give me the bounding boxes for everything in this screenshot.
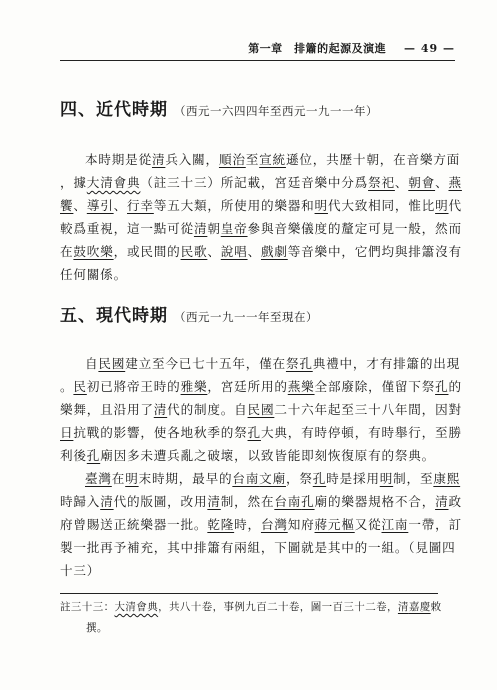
text-run: 廟因多未遭兵亂之破壞，以致皆能即刻恢復原有的祭典。 bbox=[100, 448, 436, 463]
text-run: 政 bbox=[448, 494, 462, 509]
text-line bbox=[60, 490, 462, 513]
text-run: 、 bbox=[73, 198, 87, 213]
book-title: 大清會典 bbox=[114, 601, 159, 613]
text-run: 一帶，訂 bbox=[408, 517, 462, 532]
text-run: 敕 bbox=[430, 601, 442, 613]
underlined-proper-noun: 明 bbox=[314, 198, 328, 213]
underlined-proper-noun: 清 bbox=[100, 494, 114, 509]
section-body-contemporary-period bbox=[60, 352, 462, 582]
underlined-proper-noun: 皇帝 bbox=[220, 221, 248, 236]
footnote-rule bbox=[60, 593, 438, 594]
text-run: 註三十三： bbox=[60, 601, 115, 613]
underlined-proper-noun: 民歌 bbox=[180, 244, 208, 259]
text-run: 建立至今已七十五年，僅在 bbox=[125, 356, 286, 371]
underlined-proper-noun: 蔣元樞 bbox=[314, 517, 355, 532]
text-run: 二十六年起至三十八年間，因對 bbox=[274, 402, 462, 417]
text-run: （註三十三）所記載，宮廷音樂中分爲 bbox=[140, 175, 369, 190]
underlined-proper-noun: 文廟 bbox=[259, 471, 286, 486]
text-run: 製一批再予補充，其中排簫有兩組，下圖就是其中的一組。（見圖四 bbox=[60, 540, 456, 555]
underlined-proper-noun: 乾隆 bbox=[207, 517, 235, 532]
text-run: 、 bbox=[247, 244, 261, 259]
underlined-proper-noun: 台灣 bbox=[260, 517, 288, 532]
text-line bbox=[60, 421, 462, 444]
section-body-modern-period bbox=[60, 148, 462, 286]
text-line bbox=[60, 375, 462, 398]
text-run: 本時期是從 bbox=[85, 152, 152, 167]
text-run: 代的制度。自 bbox=[167, 402, 248, 417]
underlined-proper-noun: 民 bbox=[73, 379, 87, 394]
text-run: 廟的樂器規格不合， bbox=[314, 494, 436, 509]
underlined-proper-noun: 孔 bbox=[247, 425, 261, 440]
text-run: 。 bbox=[60, 379, 74, 394]
underlined-proper-noun: 民國 bbox=[98, 356, 126, 371]
underlined-proper-noun: 雅樂 bbox=[180, 379, 208, 394]
underlined-proper-noun: 孔 bbox=[312, 471, 327, 486]
underlined-proper-noun: 戲劇 bbox=[260, 244, 288, 259]
underlined-proper-noun: 導引 bbox=[86, 198, 114, 213]
text-run: 制，然在 bbox=[220, 494, 275, 509]
underlined-proper-noun: 說唱 bbox=[220, 244, 248, 259]
text-line bbox=[60, 513, 462, 536]
text-run: 代的版圖，改用 bbox=[113, 494, 208, 509]
underlined-proper-noun: 日 bbox=[60, 425, 74, 440]
underlined-proper-noun: 明 bbox=[379, 471, 394, 486]
footnote bbox=[60, 597, 440, 639]
text-line bbox=[60, 171, 462, 194]
text-run: 朝 bbox=[207, 221, 221, 236]
text-line bbox=[60, 217, 462, 240]
section-title: 五、現代時期 bbox=[60, 306, 168, 326]
text-run: 遜位，共歷十朝，在音樂方面 bbox=[285, 152, 461, 167]
chapter-title: 第一章 排簫的起源及演進 bbox=[248, 42, 387, 55]
text-line bbox=[60, 148, 461, 171]
text-run: 知府 bbox=[287, 517, 315, 532]
footnote-line bbox=[60, 601, 442, 613]
text-line bbox=[60, 559, 440, 582]
text-run: ，宮廷所用的 bbox=[207, 379, 288, 394]
text-run: ，共八十卷，事例九百二十卷，圖一百三十二卷， bbox=[158, 601, 398, 613]
text-run: 在 bbox=[60, 244, 74, 259]
underlined-proper-noun: 康熙 bbox=[433, 471, 461, 486]
section-date-range: （西元一九一一年至現在） bbox=[174, 310, 318, 324]
text-run: ，據 bbox=[60, 175, 87, 190]
underlined-proper-noun: 台南 bbox=[274, 494, 302, 509]
underlined-proper-noun: 清 bbox=[397, 601, 409, 613]
text-run: 、 bbox=[207, 244, 221, 259]
text-run: 、 bbox=[394, 175, 409, 190]
text-run: 等五大類，所使用的樂器和 bbox=[153, 198, 315, 213]
underlined-proper-noun: 清 bbox=[153, 402, 168, 417]
underlined-proper-noun: 祭祀 bbox=[368, 175, 395, 190]
underlined-proper-noun: 燕樂 bbox=[287, 379, 315, 394]
underlined-proper-noun: 清 bbox=[151, 152, 166, 167]
text-run: 時歸入 bbox=[60, 494, 101, 509]
text-run: ，或民間的 bbox=[113, 244, 181, 259]
underlined-proper-noun: 清 bbox=[207, 494, 221, 509]
underlined-proper-noun: 朝會 bbox=[408, 175, 436, 190]
underlined-proper-noun: 燕 bbox=[448, 175, 462, 190]
underlined-proper-noun: 明 bbox=[125, 471, 139, 486]
underlined-proper-noun: 臺灣 bbox=[85, 471, 112, 486]
underlined-proper-noun: 清 bbox=[435, 494, 449, 509]
text-run: 典禮中，才有排簫的出現 bbox=[312, 356, 461, 371]
text-line bbox=[60, 263, 440, 286]
text-run: 較爲重視，這一點可從 bbox=[60, 221, 194, 236]
text-line bbox=[60, 240, 462, 263]
text-run: 十三） bbox=[60, 563, 101, 578]
text-run: 制，至 bbox=[393, 471, 434, 486]
underlined-proper-noun: 江南 bbox=[381, 517, 409, 532]
text-run: 又從 bbox=[354, 517, 382, 532]
text-run: 末時期，最早的 bbox=[138, 471, 233, 486]
text-run: 府曾賜送正統樂器一批。 bbox=[60, 517, 208, 532]
text-line bbox=[60, 194, 462, 217]
running-header bbox=[60, 40, 455, 61]
text-line bbox=[60, 398, 462, 421]
underlined-proper-noun: 鼓吹樂 bbox=[73, 244, 114, 259]
underlined-proper-noun: 祭孔 bbox=[285, 356, 313, 371]
underlined-proper-noun: 清 bbox=[193, 221, 208, 236]
text-run: 兵入關， bbox=[165, 152, 219, 167]
underlined-proper-noun: 台南 bbox=[232, 471, 260, 486]
text-line bbox=[60, 352, 461, 375]
text-run: 等音樂中，它們均與排簫沒有 bbox=[287, 244, 462, 259]
section-title: 四、近代時期 bbox=[60, 100, 168, 120]
text-run: 初已將帝王時的 bbox=[86, 379, 181, 394]
footnote-line bbox=[60, 618, 440, 639]
page-number: — 49 — bbox=[404, 42, 455, 55]
text-run: 、 bbox=[435, 175, 449, 190]
underlined-proper-noun: 孔 bbox=[301, 494, 315, 509]
text-run: 大典，有時停頓，有時舉行，至勝 bbox=[260, 425, 462, 440]
underlined-proper-noun: 明 bbox=[435, 198, 449, 213]
text-run: 抗戰的影響，使各地秋季的祭 bbox=[73, 425, 248, 440]
text-run: 撰。 bbox=[86, 622, 108, 634]
underlined-proper-noun: 孔 bbox=[86, 448, 101, 463]
underlined-proper-noun: 民國 bbox=[247, 402, 275, 417]
section-heading-modern-period bbox=[60, 95, 378, 120]
underlined-proper-noun: 宣統 bbox=[259, 152, 286, 167]
text-line bbox=[60, 536, 456, 559]
text-run: 代 bbox=[448, 198, 462, 213]
underlined-proper-noun: 孔 bbox=[435, 379, 449, 394]
text-run: 利後 bbox=[60, 448, 87, 463]
text-run: 、 bbox=[113, 198, 128, 213]
text-line bbox=[60, 467, 461, 490]
text-line bbox=[60, 444, 440, 467]
underlined-proper-noun: 順治 bbox=[218, 152, 246, 167]
text-run: 在 bbox=[111, 471, 126, 486]
text-run: 樂舞，且沿用了 bbox=[60, 402, 154, 417]
text-run: 時， bbox=[234, 517, 261, 532]
section-heading-contemporary-period bbox=[60, 301, 318, 326]
text-run: 的 bbox=[448, 379, 462, 394]
text-run: 時是採用 bbox=[326, 471, 380, 486]
section-date-range: （西元一六四四年至西元一九一一年） bbox=[174, 104, 378, 118]
underlined-proper-noun: 行幸 bbox=[127, 198, 154, 213]
underlined-proper-noun: 饗 bbox=[60, 198, 74, 213]
text-run: ，祭 bbox=[285, 471, 313, 486]
text-run: 任何關係。 bbox=[60, 267, 127, 282]
text-run: 至 bbox=[245, 152, 260, 167]
text-run: 自 bbox=[85, 356, 99, 371]
text-run: 參與音樂儀度的釐定可見一般，然而 bbox=[247, 221, 462, 236]
underlined-proper-noun: 嘉慶 bbox=[408, 601, 431, 613]
text-run: 代大致相同，惟比 bbox=[327, 198, 436, 213]
text-run: 全部廢除，僅留下祭 bbox=[314, 379, 436, 394]
book-title: 大清會典 bbox=[86, 175, 141, 190]
